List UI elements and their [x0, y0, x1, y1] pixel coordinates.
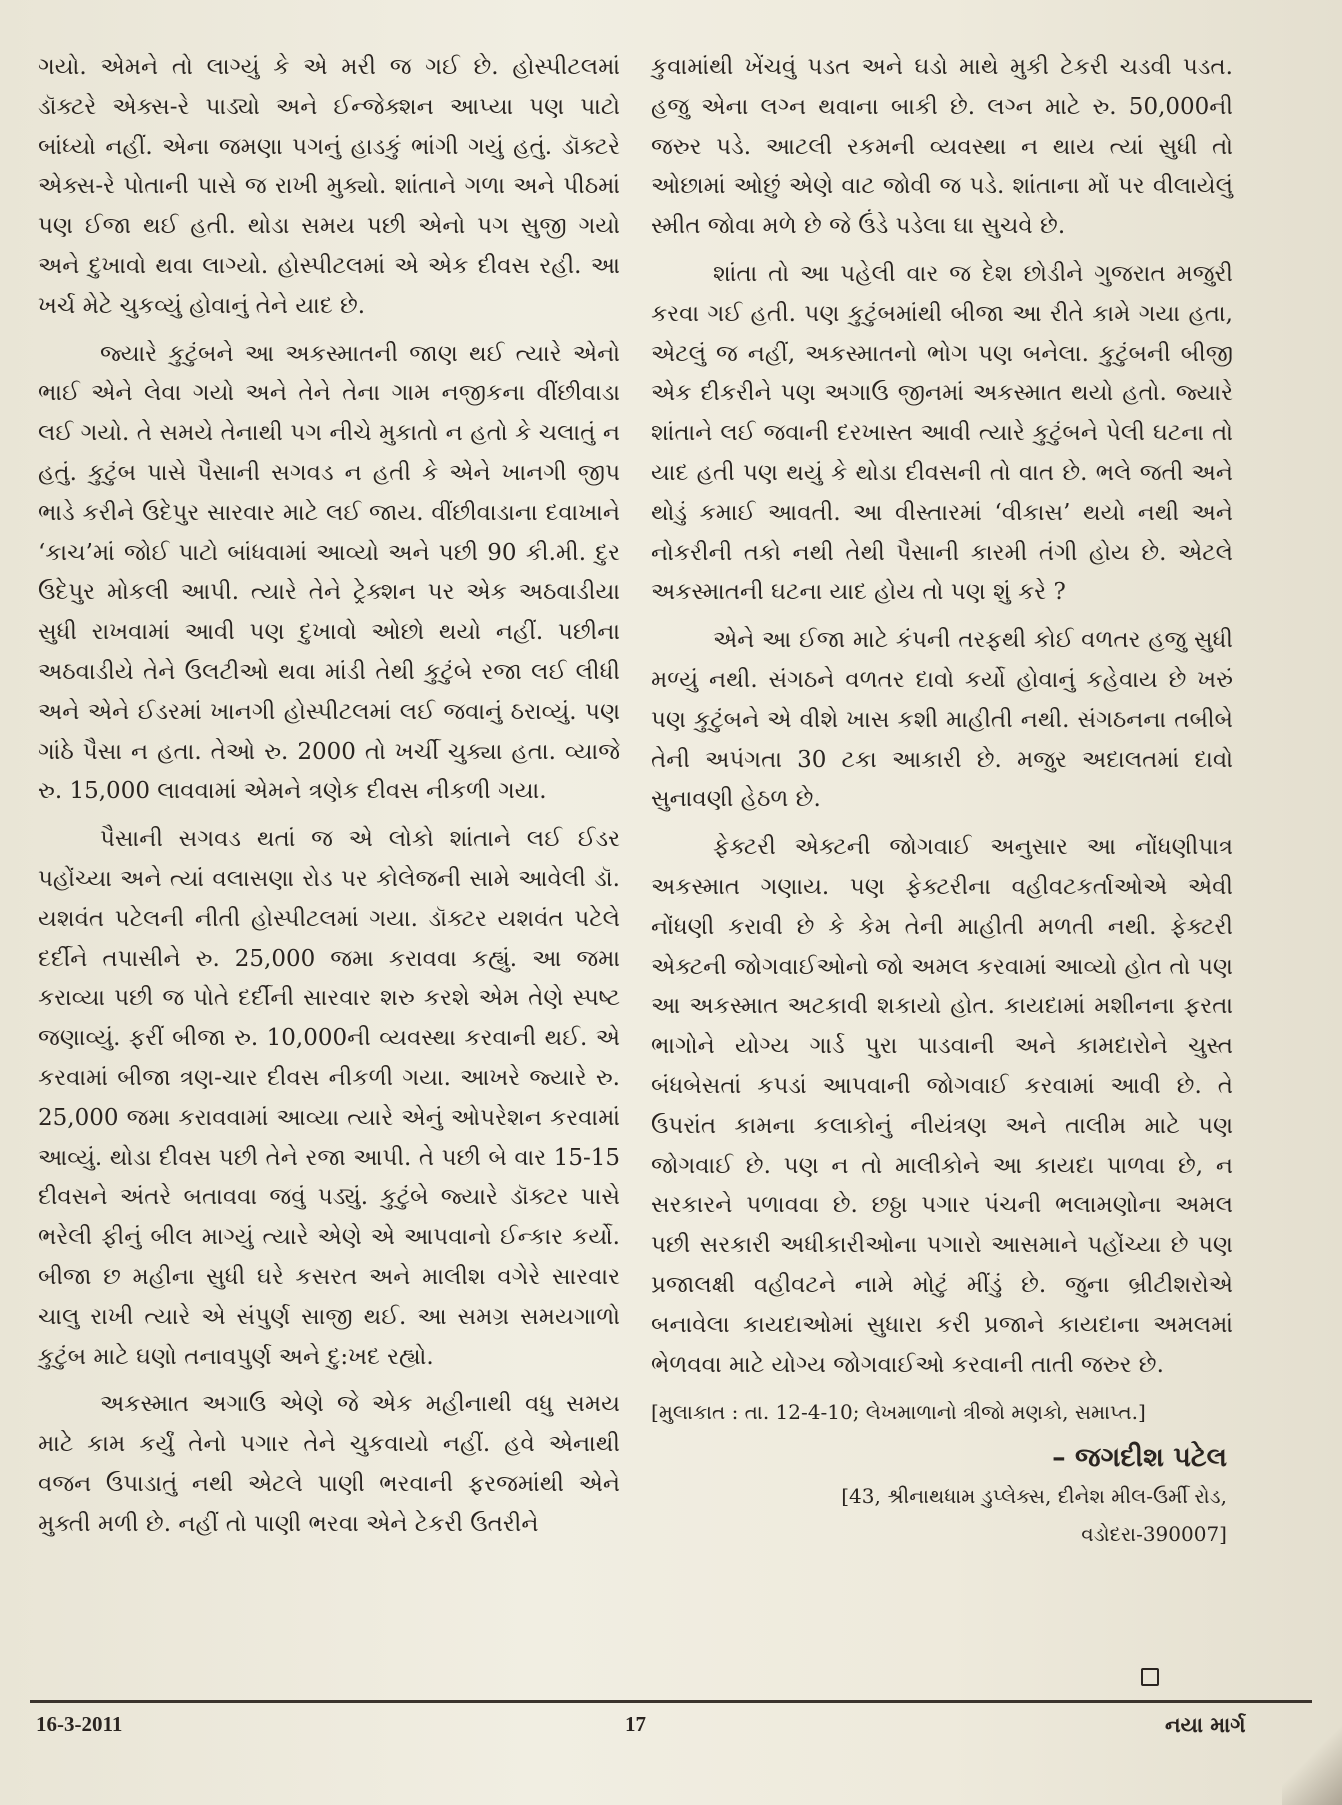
author-address-line2: વડોદરા-390007] [1081, 1522, 1227, 1547]
magazine-name: નયા માર્ગ [1165, 1712, 1246, 1737]
paragraph: ફેક્ટરી એક્ટની જોગવાઈ અનુસાર આ નોંધણીપાત્ર અકસ્માત ગણાય. પણ ફેક્ટરીના વહીવટકર્તાઓએ એવી નોંધણી કરાવી છે કે કેમ તેની માહીતી મળતી નથી. ફેક્ટરી એક્ટની જોગવાઈઓનો જો અમલ કરવામાં આવ્યો હોત તો પણ આ અકસ્માત અટકાવી શકાયો હોત. કાયદામાં મશીનના ફરતા ભાગોને યોગ્ય ગાર્ડ પુરા પાડવાની અને કામદારોને ચુસ્ત બંધબેસતાં કપડાં આપવાની જોગવાઈ કરવામાં આવી છે. તે ઉપરાંત કામના કલાકોનું નીયંત્રણ અને તાલીમ માટે પણ જોગવાઈ છે. પણ ન તો માલીકોને આ કાયદા પાળવા છે, ન સરકારને પળાવવા છે. છઠ્ઠા પગાર પંચની ભલામણોના અમલ પછી સરકારી અધીકારીઓના પગારો આસમાને પહોંચ્યા છે પણ પ્રજાલક્ષી વહીવટને નામે મોટું મીંડું છે. જુના બ્રીટીશરોએ બનાવેલા કાયદાઓમાં સુધારા કરી પ્રજાને કાયદાના અમલમાં ભેળવવા માટે યોગ્ય જોગવાઈઓ કરવાની તાતી જરુર છે. [651, 834, 1233, 1378]
end-of-article-square-icon [1141, 1668, 1159, 1686]
paragraph: એને આ ઈજા માટે કંપની તરફથી કોઈ વળતર હજુ સુધી મળ્યું નથી. સંગઠને વળતર દાવો કર્યો હોવાનું કહેવાય છે ખરું પણ કુટુંબને એ વીશે ખાસ કશી માહીતી નથી. સંગઠનના તબીબે તેની અપંગતા 30 ટકા આકારી છે. મજુર અદાલતમાં દાવો સુનાવણી હેઠળ છે. [651, 627, 1233, 813]
source-note: [મુલાકાત : તા. 12-4-10; લેખમાળાનો ત્રીજો મણકો, સમાપ્ત.] [651, 1400, 1146, 1425]
paragraph: ગયો. એમને તો લાગ્યું કે એ મરી જ ગઈ છે. હોસ્પીટલમાં ડૉક્ટરે એક્સ-રે પાડ્યો અને ઈન્જેક્શન આપ્યા પણ પાટો બાંધ્યો નહીં. એના જમણા પગનું હાડકું ભાંગી ગયું હતું. ડૉક્ટરે એક્સ-રે પોતાની પાસે જ રાખી મુક્યો. શાંતાને ગળા અને પીઠમાં પણ ઈજા થઈ હતી. થોડા સમય પછી એનો પગ સુજી ગયો અને દુખાવો થવા લાગ્યો. હોસ્પીટલમાં એ એક દીવસ રહી. આ ખર્ચ મેટે ચુકવ્યું હોવાનું તેને યાદ છે. [38, 54, 620, 319]
right-column [651, 48, 1233, 1553]
left-column [38, 48, 620, 1552]
page-number: 17 [625, 1712, 646, 1736]
paragraph: અકસ્માત અગાઉ એણે જે એક મહીનાથી વધુ સમય માટે કામ કર્યું તેનો પગાર તેને ચુકવાયો નહીં. હવે એનાથી વજન ઉપાડાતું નથી એટલે પાણી ભરવાની ફરજમાંથી એને મુક્તી મળી છે. નહીં તો પાણી ભરવા એને ટેકરી ઉતરીને [38, 1391, 620, 1537]
paragraph: પૈસાની સગવડ થતાં જ એ લોકો શાંતાને લઈ ઈડર પહોંચ્યા અને ત્યાં વલાસણા રોડ પર કોલેજની સામે આવેલી ડૉ. યશવંત પટેલની નીતી હોસ્પીટલમાં ગયા. ડૉક્ટર યશવંત પટેલે દર્દીને તપાસીને રુ. 25,000 જમા કરાવવા કહ્યું. આ જમા કરાવ્યા પછી જ પોતે દર્દીની સારવાર શરુ કરશે એમ તેણે સ્પષ્ટ જણાવ્યું. ફરીં બીજા રુ. 10,000ની વ્યવસ્થા કરવાની થઈ. એ કરવામાં બીજા ત્રણ-ચાર દીવસ નીકળી ગયા. આખરે જ્યારે રુ. 25,000 જમા કરાવવામાં આવ્યા ત્યારે એનું ઓપરેશન કરવામાં આવ્યું. થોડા દીવસ પછી તેને રજા આપી. તે પછી બે વાર 15-15 દીવસને અંતરે બતાવવા જવું પડ્યું. કુટુંબે જ્યારે ડૉક્ટર પાસે ભરેલી ફીનું બીલ માગ્યું ત્યારે એણે એ આપવાનો ઈન્કાર કર્યો. બીજા છ મહીના સુધી ઘરે કસરત અને માલીશ વગેરે સારવાર ચાલુ રાખી ત્યારે એ સંપુર્ણ સાજી થઈ. આ સમગ્ર સમયગાળો કુટુંબ માટે ઘણો તનાવપુર્ણ અને દુ:ખદ રહ્યો. [38, 826, 620, 1370]
footer-rule [30, 1700, 1312, 1703]
paragraph: કુવામાંથી ખેંચવું પડત અને ઘડો માથે મુકી ટેકરી ચડવી પડત. હજુ એના લગ્ન થવાના બાકી છે. લગ્ન માટે રુ. 50,000ની જરુર પડે. આટલી રકમની વ્યવસ્થા ન થાય ત્યાં સુધી તો ઓછામાં ઓછું એણે વાટ જોવી જ પડે. શાંતાના મોં પર વીલાયેલું સ્મીત જોવા મળે છે જે ઉંડે પડેલા ઘા સુચવે છે. [651, 54, 1233, 240]
signature-block [651, 1393, 1233, 1553]
author-name: – જગદીશ પટેલ [1052, 1442, 1227, 1474]
page-corner-shadow [1282, 1685, 1342, 1805]
author-address-line1: [43, શ્રીનાથધામ ડુપ્લેક્સ, દીનેશ મીલ-ઉર્મી રોડ, [841, 1484, 1227, 1509]
footer-date: 16-3-2011 [36, 1712, 123, 1736]
paragraph: જ્યારે કુટુંબને આ અકસ્માતની જાણ થઈ ત્યારે એનો ભાઈ એને લેવા ગયો અને તેને તેના ગામ નજીકના વીંછીવાડા લઈ ગયો. તે સમયે તેનાથી પગ નીચે મુકાતો ન હતો કે ચલાતું ન હતું. કુટુંબ પાસે પૈસાની સગવડ ન હતી કે એને ખાનગી જીપ ભાડે કરીને ઉદેપુર સારવાર માટે લઈ જાય. વીંછીવાડાના દવાખાને ‘કાચ’માં જોઈ પાટો બાંધવામાં આવ્યો અને પછી 90 કી.મી. દુર ઉદેપુર મોકલી આપી. ત્યારે તેને ટ્રેક્શન પર એક અઠવાડીયા સુધી રાખવામાં આવી પણ દુખાવો ઓછો થયો નહીં. પછીના અઠવાડીયે તેને ઉલટીઓ થવા માંડી તેથી કુટુંબે રજા લઈ લીધી અને એને ઈડરમાં ખાનગી હોસ્પીટલમાં લઈ જવાનું ઠરાવ્યું. પણ ગાંઠે પૈસા ન હતા. તેઓ રુ. 2000 તો ખર્ચી ચુક્યા હતા. વ્યાજે રુ. 15,000 લાવવામાં એમને ત્રણેક દીવસ નીકળી ગયા. [38, 340, 620, 805]
paragraph: શાંતા તો આ પહેલી વાર જ દેશ છોડીને ગુજરાત મજુરી કરવા ગઈ હતી. પણ કુટુંબમાંથી બીજા આ રીતે કામે ગયા હતા, એટલું જ નહીં, અકસ્માતનો ભોગ પણ બનેલા. કુટુંબની બીજી એક દીકરીને પણ અગાઉ જીનમાં અકસ્માત થયો હતો. જ્યારે શાંતાને લઈ જવાની દરખાસ્ત આવી ત્યારે કુટુંબને પેલી ઘટના તો યાદ હતી પણ થયું કે થોડા દીવસની તો વાત છે. ભલે જતી અને થોડું કમાઈ આવતી. આ વીસ્તારમાં ‘વીકાસ’ થયો નથી અને નોકરીની તકો નથી તેથી પૈસાની કારમી તંગી હોય છે. એટલે અકસ્માતની ઘટના યાદ હોય તો પણ શું કરે ? [651, 260, 1233, 606]
